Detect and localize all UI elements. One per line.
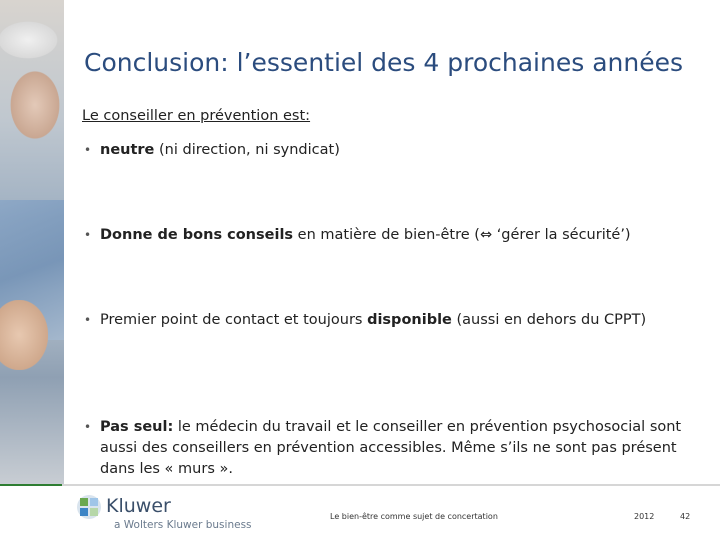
bullet-bold: neutre (100, 142, 155, 158)
slide-subtitle: Le conseiller en prévention est: (82, 108, 311, 124)
photo-hand (0, 300, 48, 370)
logo-wordmark: Kluwer (106, 495, 171, 517)
bullet-bold: Donne de bons conseils (100, 227, 294, 243)
footer-accent-line (0, 484, 64, 486)
slide-title: Conclusion: l’essentiel des 4 prochaines années (84, 48, 683, 77)
bullet-list (82, 140, 702, 477)
bullet-bold: Pas seul: (100, 419, 174, 435)
bullet-text-pre: Premier point de contact et toujours (100, 312, 368, 328)
background-photo (0, 0, 64, 484)
footer-divider (62, 484, 720, 486)
bullet-dot-icon: • (84, 420, 92, 434)
bullet-dot-icon: • (84, 228, 92, 242)
bullet-dot-icon: • (84, 313, 92, 327)
logo-tagline: a Wolters Kluwer business (114, 519, 252, 531)
bullet-text: en matière de bien-être (⇔ ‘gérer la sécurité’) (293, 227, 631, 243)
kluwer-logo (76, 492, 296, 534)
bullet-text: (ni direction, ni syndicat) (154, 142, 340, 158)
page-number: 42 (680, 512, 691, 521)
bullet-bold: disponible (367, 312, 452, 328)
bullet-dot-icon: • (84, 143, 92, 157)
bullet-item-conseils (82, 225, 702, 246)
footer-year: 2012 (634, 512, 655, 521)
kluwer-logo-icon (76, 494, 102, 520)
bullet-text: le médecin du travail et le conseiller en prévention psychosocial sont aussi des conseillers en prévention accessibles. Même s’ils ne sont pas présent dans les « murs ». (100, 419, 682, 477)
footer-subject: Le bien-être comme sujet de concertation (330, 512, 498, 521)
bullet-item-neutre (82, 140, 702, 161)
bullet-item-contact (82, 310, 700, 331)
bullet-text: (aussi en dehors du CPPT) (451, 312, 647, 328)
bullet-item-pas-seul (82, 417, 710, 480)
